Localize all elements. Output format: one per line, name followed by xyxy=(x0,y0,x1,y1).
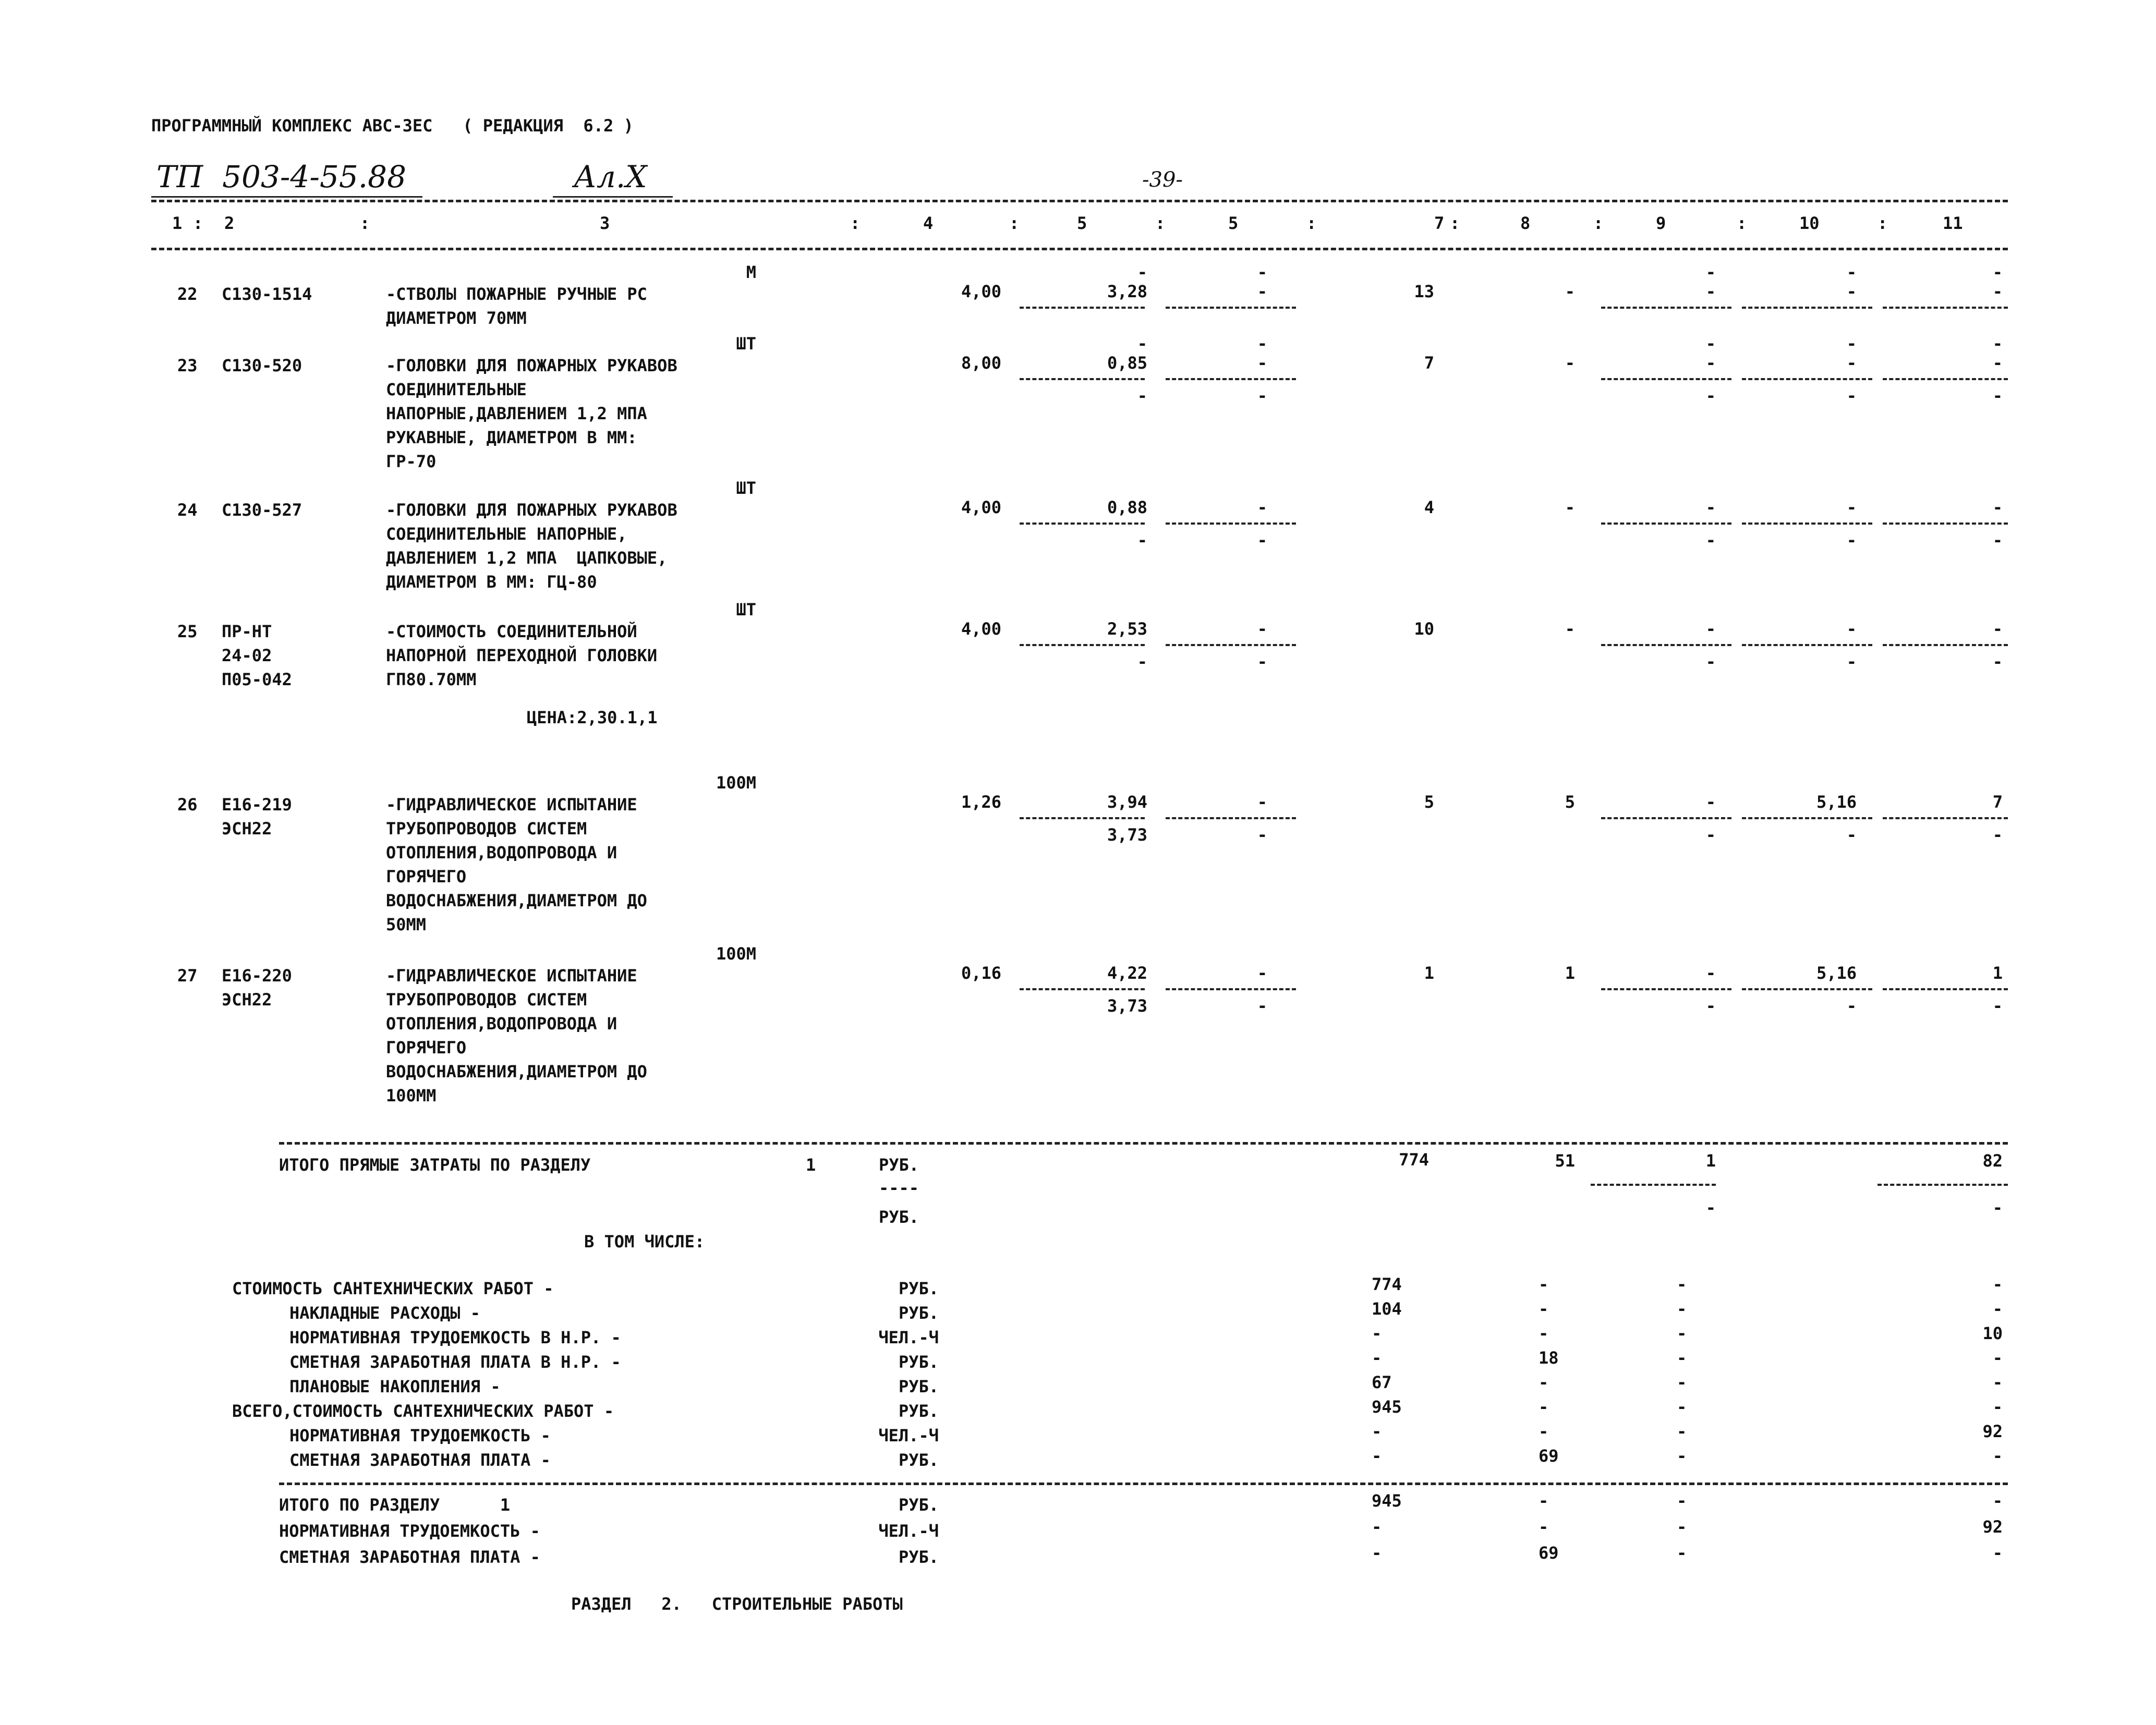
col9-bottom: - xyxy=(1705,386,1716,406)
breakdown-col11: 92 xyxy=(1982,1422,2003,1441)
column-separator: : xyxy=(1878,213,1888,233)
work-description: -СТВОЛЫ ПОЖАРНЫЕ РУЧНЫЕ РС xyxy=(386,284,647,304)
col10-separator xyxy=(1742,307,1872,309)
doc-code: ТП 503-4-55.88 xyxy=(156,159,406,195)
final-col9: - xyxy=(1677,1543,1687,1563)
work-description: ДИАМЕТРОМ 70ММ xyxy=(386,308,527,328)
price-code: С130-1514 xyxy=(222,284,312,304)
work-description: СОЕДИНИТЕЛЬНЫЕ xyxy=(386,380,527,399)
final-label: НОРМАТИВНАЯ ТРУДОЕМКОСТЬ - xyxy=(279,1521,540,1541)
col5-separator xyxy=(1020,817,1145,819)
total-cost: 1 xyxy=(1424,963,1434,983)
col9-separator xyxy=(1601,307,1731,309)
totals-col11-sep xyxy=(1878,1184,2008,1186)
doc-code-underline xyxy=(151,196,422,198)
header-top-rule xyxy=(151,200,2008,202)
breakdown-col11: - xyxy=(1992,1299,2003,1319)
final-col11: - xyxy=(1992,1491,2003,1511)
final-unit: РУБ. xyxy=(898,1547,939,1567)
unit-wage: - xyxy=(1137,530,1147,550)
col6-top: - xyxy=(1257,334,1267,354)
col9-value: - xyxy=(1705,963,1716,983)
total-cost: 13 xyxy=(1414,282,1434,301)
work-description: -СТОИМОСТЬ СОЕДИНИТЕЛЬНОЙ xyxy=(386,622,637,641)
col6-top: - xyxy=(1257,262,1267,282)
price-code: Е16-219 xyxy=(222,795,292,815)
column-number: 1 xyxy=(172,213,183,233)
labor-total: - xyxy=(1992,353,2003,373)
work-description: ОТОПЛЕНИЯ,ВОДОПРОВОДА И xyxy=(386,1014,617,1034)
final-unit: ЧЕЛ.-Ч xyxy=(878,1521,939,1541)
totals-col11: 82 xyxy=(1982,1151,2003,1171)
work-description: ВОДОСНАБЖЕНИЯ,ДИАМЕТРОМ ДО xyxy=(386,891,647,910)
breakdown-label: ПЛАНОВЫЕ НАКОПЛЕНИЯ - xyxy=(289,1377,501,1396)
album-underline xyxy=(553,196,673,198)
col6-separator xyxy=(1166,988,1296,990)
page-number: -39- xyxy=(1142,168,1183,192)
final-col8: - xyxy=(1539,1491,1549,1511)
total-cost: 5 xyxy=(1424,792,1434,812)
final-col11: 92 xyxy=(1982,1517,2003,1537)
album-number: Ал.Х xyxy=(574,159,647,195)
total-cost: 4 xyxy=(1424,497,1434,517)
breakdown-col9: - xyxy=(1677,1299,1687,1319)
quantity: 0,16 xyxy=(961,963,1001,983)
breakdown-label: СМЕТНАЯ ЗАРАБОТНАЯ ПЛАТА В Н.Р. - xyxy=(289,1352,621,1372)
row-number: 24 xyxy=(177,500,198,520)
col9-value: - xyxy=(1705,282,1716,301)
labor-norm: - xyxy=(1846,497,1857,517)
col6-bottom: - xyxy=(1257,530,1267,550)
column-number: 2 xyxy=(224,213,235,233)
next-section-title: РАЗДЕЛ 2. СТРОИТЕЛЬНЫЕ РАБОТЫ xyxy=(571,1594,903,1614)
col11-separator xyxy=(1883,307,2008,309)
column-separator: : xyxy=(1450,213,1460,233)
breakdown-col9: - xyxy=(1677,1348,1687,1368)
final-col7: - xyxy=(1372,1517,1382,1537)
total-wage: - xyxy=(1565,282,1575,301)
work-description: ГП80.70ММ xyxy=(386,670,477,689)
col11-bottom: - xyxy=(1992,825,2003,845)
breakdown-col8: - xyxy=(1539,1274,1549,1294)
totals-unit-2: РУБ. xyxy=(879,1207,919,1227)
final-col8: - xyxy=(1539,1517,1549,1537)
breakdown-unit: РУБ. xyxy=(898,1279,939,1298)
col10-bottom: - xyxy=(1846,825,1857,845)
col9-bottom: - xyxy=(1705,652,1716,672)
price-code: 24-02 xyxy=(222,646,272,665)
quantity: 1,26 xyxy=(961,792,1001,812)
unit-cost: 3,94 xyxy=(1107,792,1147,812)
col6-separator xyxy=(1166,817,1296,819)
col9-separator xyxy=(1601,644,1731,646)
col6-separator xyxy=(1166,644,1296,646)
col9-value: - xyxy=(1705,497,1716,517)
unit-cost: 0,88 xyxy=(1107,497,1147,517)
breakdown-unit: РУБ. xyxy=(898,1352,939,1372)
totals-col9: 1 xyxy=(1705,1151,1716,1171)
labor-total: - xyxy=(1992,497,2003,517)
row-number: 23 xyxy=(177,356,198,375)
final-label: СМЕТНАЯ ЗАРАБОТНАЯ ПЛАТА - xyxy=(279,1547,540,1567)
breakdown-col9: - xyxy=(1677,1422,1687,1441)
work-description: ГОРЯЧЕГО xyxy=(386,867,467,886)
work-description: -ГОЛОВКИ ДЛЯ ПОЖАРНЫХ РУКАВОВ xyxy=(386,356,677,375)
breakdown-col9: - xyxy=(1677,1372,1687,1392)
quantity: 4,00 xyxy=(961,619,1001,639)
work-description: СОЕДИНИТЕЛЬНЫЕ НАПОРНЫЕ, xyxy=(386,524,627,544)
price-code: Е16-220 xyxy=(222,966,292,986)
price-note: ЦЕНА:2,30.1,1 xyxy=(527,708,658,727)
labor-norm: - xyxy=(1846,282,1857,301)
col10-separator xyxy=(1742,523,1872,525)
work-description: 100ММ xyxy=(386,1086,437,1106)
col10-bottom: - xyxy=(1846,386,1857,406)
totals-col9-sep xyxy=(1591,1184,1716,1186)
col5-separator xyxy=(1020,988,1145,990)
breakdown-col9: - xyxy=(1677,1323,1687,1343)
totals-col7: 774 xyxy=(1399,1150,1429,1170)
unit-cost: 0,85 xyxy=(1107,353,1147,373)
labor-total: - xyxy=(1992,619,2003,639)
breakdown-col9: - xyxy=(1677,1397,1687,1417)
col5-separator xyxy=(1020,644,1145,646)
col11-separator xyxy=(1883,988,2008,990)
row-number: 25 xyxy=(177,622,198,641)
col9-separator xyxy=(1601,378,1731,380)
breakdown-label: СМЕТНАЯ ЗАРАБОТНАЯ ПЛАТА - xyxy=(289,1450,551,1470)
breakdown-col8: - xyxy=(1539,1422,1549,1441)
column-number: 5 xyxy=(1228,213,1239,233)
column-separator: : xyxy=(1306,213,1317,233)
price-code: ПР-НТ xyxy=(222,622,272,641)
col9-bottom: - xyxy=(1705,996,1716,1016)
final-label: ИТОГО ПО РАЗДЕЛУ 1 xyxy=(279,1495,511,1515)
breakdown-col8: - xyxy=(1539,1323,1549,1343)
col6-value: - xyxy=(1257,963,1267,983)
price-code: С130-520 xyxy=(222,356,302,375)
row-number: 27 xyxy=(177,966,198,986)
col11-separator xyxy=(1883,644,2008,646)
breakdown-col7: - xyxy=(1372,1348,1382,1368)
work-description: -ГИДРАВЛИЧЕСКОЕ ИСПЫТАНИЕ xyxy=(386,795,637,815)
breakdown-col7: 945 xyxy=(1372,1397,1402,1417)
column-separator: : xyxy=(1593,213,1604,233)
col6-separator xyxy=(1166,307,1296,309)
col5-separator xyxy=(1020,523,1145,525)
breakdown-col9: - xyxy=(1677,1274,1687,1294)
price-code: П05-042 xyxy=(222,670,292,689)
col11-bottom: - xyxy=(1992,996,2003,1016)
col10-bottom: - xyxy=(1846,996,1857,1016)
labor-total: 7 xyxy=(1992,792,2003,812)
breakdown-col8: - xyxy=(1539,1372,1549,1392)
work-description: ТРУБОПРОВОДОВ СИСТЕМ xyxy=(386,819,587,839)
col10-separator xyxy=(1742,644,1872,646)
breakdown-unit: РУБ. xyxy=(898,1377,939,1396)
unit-wage: 3,73 xyxy=(1107,996,1147,1016)
work-description: ТРУБОПРОВОДОВ СИСТЕМ xyxy=(386,990,587,1010)
col5-top: - xyxy=(1137,334,1147,354)
unit-cost: 4,22 xyxy=(1107,963,1147,983)
breakdown-label: НАКЛАДНЫЕ РАСХОДЫ - xyxy=(289,1303,481,1323)
final-col9: - xyxy=(1677,1517,1687,1537)
work-description: -ГИДРАВЛИЧЕСКОЕ ИСПЫТАНИЕ xyxy=(386,966,637,986)
column-separator: : xyxy=(1155,213,1166,233)
breakdown-label: ВСЕГО,СТОИМОСТЬ САНТЕХНИЧЕСКИХ РАБОТ - xyxy=(232,1401,614,1421)
work-description: ДИАМЕТРОМ В ММ: ГЦ-80 xyxy=(386,572,597,592)
work-description: 50ММ xyxy=(386,915,427,934)
work-description: ОТОПЛЕНИЯ,ВОДОПРОВОДА И xyxy=(386,843,617,862)
col10-separator xyxy=(1742,378,1872,380)
price-code: ЭСН22 xyxy=(222,990,272,1010)
col10-separator xyxy=(1742,988,1872,990)
column-number: 7 xyxy=(1434,213,1445,233)
row-number: 22 xyxy=(177,284,198,304)
col6-value: - xyxy=(1257,497,1267,517)
unit-cost: 3,28 xyxy=(1107,282,1147,301)
column-number: 8 xyxy=(1520,213,1531,233)
col6-separator xyxy=(1166,378,1296,380)
unit-cost: 2,53 xyxy=(1107,619,1147,639)
breakdown-col7: 67 xyxy=(1372,1372,1392,1392)
breakdown-col7: - xyxy=(1372,1323,1382,1343)
breakdown-label: СТОИМОСТЬ САНТЕХНИЧЕСКИХ РАБОТ - xyxy=(232,1279,554,1298)
breakdown-col7: 104 xyxy=(1372,1299,1402,1319)
col9-value: - xyxy=(1705,792,1716,812)
price-code: ЭСН22 xyxy=(222,819,272,839)
breakdown-col7: - xyxy=(1372,1422,1382,1441)
col10-top: - xyxy=(1846,262,1857,282)
totals-label: ИТОГО ПРЯМЫЕ ЗАТРАТЫ ПО РАЗДЕЛУ xyxy=(279,1155,591,1175)
breakdown-unit: РУБ. xyxy=(898,1303,939,1323)
col10-bottom: - xyxy=(1846,652,1857,672)
final-col8: 69 xyxy=(1539,1543,1559,1563)
col6-value: - xyxy=(1257,282,1267,301)
breakdown-col7: - xyxy=(1372,1446,1382,1466)
total-wage: - xyxy=(1565,619,1575,639)
total-wage: - xyxy=(1565,497,1575,517)
quantity: 4,00 xyxy=(961,282,1001,301)
work-description: ГОРЯЧЕГО xyxy=(386,1038,467,1058)
column-separator: : xyxy=(850,213,861,233)
col11-top: - xyxy=(1992,334,2003,354)
work-description: РУКАВНЫЕ, ДИАМЕТРОМ В ММ: xyxy=(386,428,637,447)
totals-col11-bottom: - xyxy=(1992,1198,2003,1218)
breakdown-col11: - xyxy=(1992,1372,2003,1392)
labor-norm: 5,16 xyxy=(1816,963,1857,983)
unit-wage: - xyxy=(1137,652,1147,672)
col5-top: - xyxy=(1137,262,1147,282)
column-separator: : xyxy=(1737,213,1747,233)
breakdown-label: НОРМАТИВНАЯ ТРУДОЕМКОСТЬ - xyxy=(289,1426,551,1445)
breakdown-col7: 774 xyxy=(1372,1274,1402,1294)
col9-separator xyxy=(1601,817,1731,819)
work-description: ДАВЛЕНИЕМ 1,2 МПА ЦАПКОВЫЕ, xyxy=(386,548,668,568)
final-unit: РУБ. xyxy=(898,1495,939,1515)
labor-norm: 5,16 xyxy=(1816,792,1857,812)
breakdown-col11: 10 xyxy=(1982,1323,2003,1343)
work-description: -ГОЛОВКИ ДЛЯ ПОЖАРНЫХ РУКАВОВ xyxy=(386,500,677,520)
breakdown-col8: 18 xyxy=(1539,1348,1559,1368)
col10-bottom: - xyxy=(1846,530,1857,550)
col6-bottom: - xyxy=(1257,386,1267,406)
work-description: ГР-70 xyxy=(386,452,437,471)
column-separator: : xyxy=(193,213,203,233)
header-bottom-rule xyxy=(151,248,2008,250)
total-cost: 7 xyxy=(1424,353,1434,373)
totals-col9-bottom: - xyxy=(1705,1198,1716,1218)
including-label: В ТОМ ЧИСЛЕ: xyxy=(584,1232,705,1252)
totals-top-rule xyxy=(279,1142,2008,1145)
breakdown-col8: 69 xyxy=(1539,1446,1559,1466)
total-wage: 5 xyxy=(1565,792,1575,812)
column-number: 10 xyxy=(1799,213,1820,233)
final-col7: 945 xyxy=(1372,1491,1402,1511)
unit-of-measure: ШТ xyxy=(736,478,756,498)
col6-value: - xyxy=(1257,353,1267,373)
quantity: 4,00 xyxy=(961,497,1001,517)
breakdown-unit: РУБ. xyxy=(898,1450,939,1470)
col11-separator xyxy=(1883,817,2008,819)
column-number: 9 xyxy=(1656,213,1666,233)
column-number: 4 xyxy=(923,213,934,233)
breakdown-unit: ЧЕЛ.-Ч xyxy=(878,1328,939,1347)
col5-separator xyxy=(1020,307,1145,309)
unit-of-measure: ШТ xyxy=(736,334,756,354)
col6-value: - xyxy=(1257,619,1267,639)
totals-col8: 51 xyxy=(1555,1151,1575,1171)
column-number: 11 xyxy=(1943,213,1963,233)
col11-top: - xyxy=(1992,262,2003,282)
unit-of-measure: 100М xyxy=(716,944,756,964)
work-description: НАПОРНОЙ ПЕРЕХОДНОЙ ГОЛОВКИ xyxy=(386,646,658,665)
unit-of-measure: ШТ xyxy=(736,600,756,619)
work-description: НАПОРНЫЕ,ДАВЛЕНИЕМ 1,2 МПА xyxy=(386,404,647,423)
col9-top: - xyxy=(1705,262,1716,282)
col11-separator xyxy=(1883,523,2008,525)
final-col7: - xyxy=(1372,1543,1382,1563)
column-separator: : xyxy=(360,213,370,233)
col9-separator xyxy=(1601,523,1731,525)
col9-value: - xyxy=(1705,619,1716,639)
col11-bottom: - xyxy=(1992,530,2003,550)
col6-bottom: - xyxy=(1257,996,1267,1016)
col9-bottom: - xyxy=(1705,530,1716,550)
col6-bottom: - xyxy=(1257,652,1267,672)
breakdown-unit: РУБ. xyxy=(898,1401,939,1421)
total-cost: 10 xyxy=(1414,619,1434,639)
totals-section-no: 1 xyxy=(806,1155,816,1175)
column-number: 5 xyxy=(1077,213,1087,233)
breakdown-col11: - xyxy=(1992,1274,2003,1294)
col6-separator xyxy=(1166,523,1296,525)
col10-top: - xyxy=(1846,334,1857,354)
col5-separator xyxy=(1020,378,1145,380)
totals-unit: РУБ. xyxy=(879,1155,919,1175)
col9-bottom: - xyxy=(1705,825,1716,845)
labor-norm: - xyxy=(1846,353,1857,373)
col11-separator xyxy=(1883,378,2008,380)
column-number: 3 xyxy=(600,213,610,233)
breakdown-label: НОРМАТИВНАЯ ТРУДОЕМКОСТЬ В Н.Р. - xyxy=(289,1328,621,1347)
unit-of-measure: М xyxy=(746,262,756,282)
final-top-rule xyxy=(279,1483,2008,1485)
col9-top: - xyxy=(1705,334,1716,354)
row-number: 26 xyxy=(177,795,198,815)
final-col9: - xyxy=(1677,1491,1687,1511)
col9-value: - xyxy=(1705,353,1716,373)
breakdown-col11: - xyxy=(1992,1446,2003,1466)
labor-norm: - xyxy=(1846,619,1857,639)
work-description: ВОДОСНАБЖЕНИЯ,ДИАМЕТРОМ ДО xyxy=(386,1062,647,1082)
col11-bottom: - xyxy=(1992,386,2003,406)
final-col11: - xyxy=(1992,1543,2003,1563)
col10-separator xyxy=(1742,817,1872,819)
breakdown-col8: - xyxy=(1539,1299,1549,1319)
unit-wage: 3,73 xyxy=(1107,825,1147,845)
column-separator: : xyxy=(1009,213,1020,233)
total-wage: 1 xyxy=(1565,963,1575,983)
unit-wage: - xyxy=(1137,386,1147,406)
breakdown-col8: - xyxy=(1539,1397,1549,1417)
col11-bottom: - xyxy=(1992,652,2003,672)
breakdown-unit: ЧЕЛ.-Ч xyxy=(878,1426,939,1445)
col6-bottom: - xyxy=(1257,825,1267,845)
program-title: ПРОГРАММНЫЙ КОМПЛЕКС АВС-3ЕС ( РЕДАКЦИЯ 6.2 ) xyxy=(151,116,634,136)
breakdown-col9: - xyxy=(1677,1446,1687,1466)
totals-unit-dash: ---- xyxy=(879,1178,919,1198)
col6-value: - xyxy=(1257,792,1267,812)
total-wage: - xyxy=(1565,353,1575,373)
labor-total: - xyxy=(1992,282,2003,301)
breakdown-col11: - xyxy=(1992,1397,2003,1417)
breakdown-col11: - xyxy=(1992,1348,2003,1368)
price-code: С130-527 xyxy=(222,500,302,520)
quantity: 8,00 xyxy=(961,353,1001,373)
unit-of-measure: 100М xyxy=(716,773,756,793)
labor-total: 1 xyxy=(1992,963,2003,983)
col9-separator xyxy=(1601,988,1731,990)
